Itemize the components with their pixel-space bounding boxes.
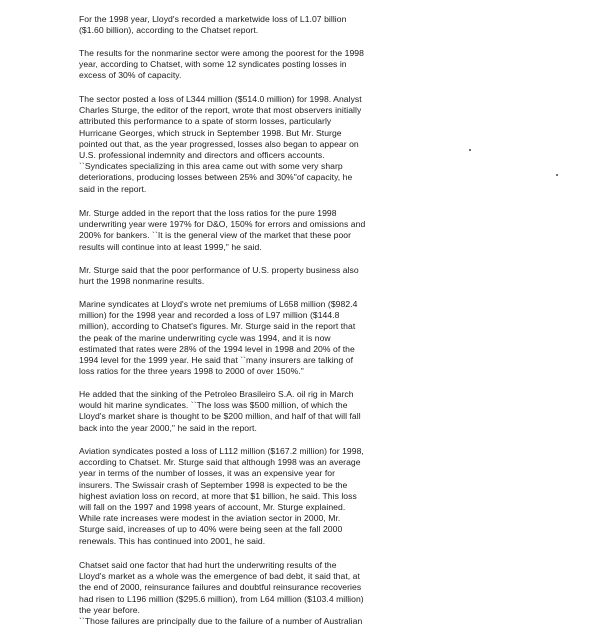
paragraph-6: Marine syndicates at Lloyd's wrote net premiums of L658 million ($982.4 million) for the 1998 year and recorded a loss of L97 million ($144.8 million), according to Chatset's figures. Mr. Sturge said in the report that the peak of the marine underwriting cycle was 1994, and it is now estimated that rates were 28% of the 1994 level in 1998 and 20% of the 1994 level for the 1999 year. He said that ``many insurers are talking of loss ratios for the three years 1998 to 2000 of over 150%." [79,299,358,377]
paragraph-1: For the 1998 year, Lloyd's recorded a marketwide loss of L1.07 billion ($1.60 billion), according to the Chatset report. [79,14,347,36]
scan-speck [469,149,471,151]
scan-speck [556,174,558,176]
paragraph-9: Chatset said one factor that had hurt the underwriting results of the Lloyd's market as a whole was the emergence of bad debt, it said that, at the end of 2000, reinsurance failures and doubtful reinsurance recoveries had risen to L196 million ($295.6 million), from L64 million ($103.4 million) the year before. ``Those failures are principally due to the failure of a number of Australian [79,560,364,627]
paragraph-4: Mr. Sturge added in the report that the loss ratios for the pure 1998 underwriting year were 197% for D&O, 150% for errors and omissions and 200% for bankers. ``It is the general view of the market that these poor results will continue into at least 1999," he said. [79,208,366,252]
paragraph-7: He added that the sinking of the Petroleo Brasileiro S.A. oil rig in March would hit marine syndicates. ``The loss was $500 million, of which the Lloyd's market share is thought to be $200 million, and half of that will fall back into the year 2000," he said in the report. [79,389,361,433]
paragraph-3: The sector posted a loss of L344 million ($514.0 million) for 1998. Analyst Charles Sturge, the editor of the report, wrote that most observers initially attributed this performance to a spate of storm losses, particularly Hurricane Georges, which struck in September 1998. But Mr. Sturge pointed out that, as the year progressed, losses also began to appear on U.S. professional indemnity and directors and officers accounts. ``Syndicates specializing in this area came out with some very sharp deteriorations, producing losses between 25% and 30%"of capacity, he said in the report. [79,94,362,194]
paragraph-8: Aviation syndicates posted a loss of L112 million ($167.2 million) for 1998, according to Chatset. Mr. Sturge said that although 1998 was an average year in terms of the number of losses, it was an expensive year for insurers. The Swissair crash of September 1998 is expected to be the highest aviation loss on record, at more that $1 billion, he said. This loss will fall on the 1997 and 1998 years of account, Mr. Sturge explained. While rate increases were modest in the aviation sector in 2000, Mr. Sturge said, increases of up to 40% were being seen at the fall 2000 renewals. This has continued into 2001, he said. [79,446,364,546]
paragraph-5: Mr. Sturge said that the poor performance of U.S. property business also hurt the 1998 nonmarine results. [79,265,359,287]
paragraph-2: The results for the nonmarine sector were among the poorest for the 1998 year, according to Chatset, with some 12 syndicates posting losses in excess of 30% of capacity. [79,48,364,81]
